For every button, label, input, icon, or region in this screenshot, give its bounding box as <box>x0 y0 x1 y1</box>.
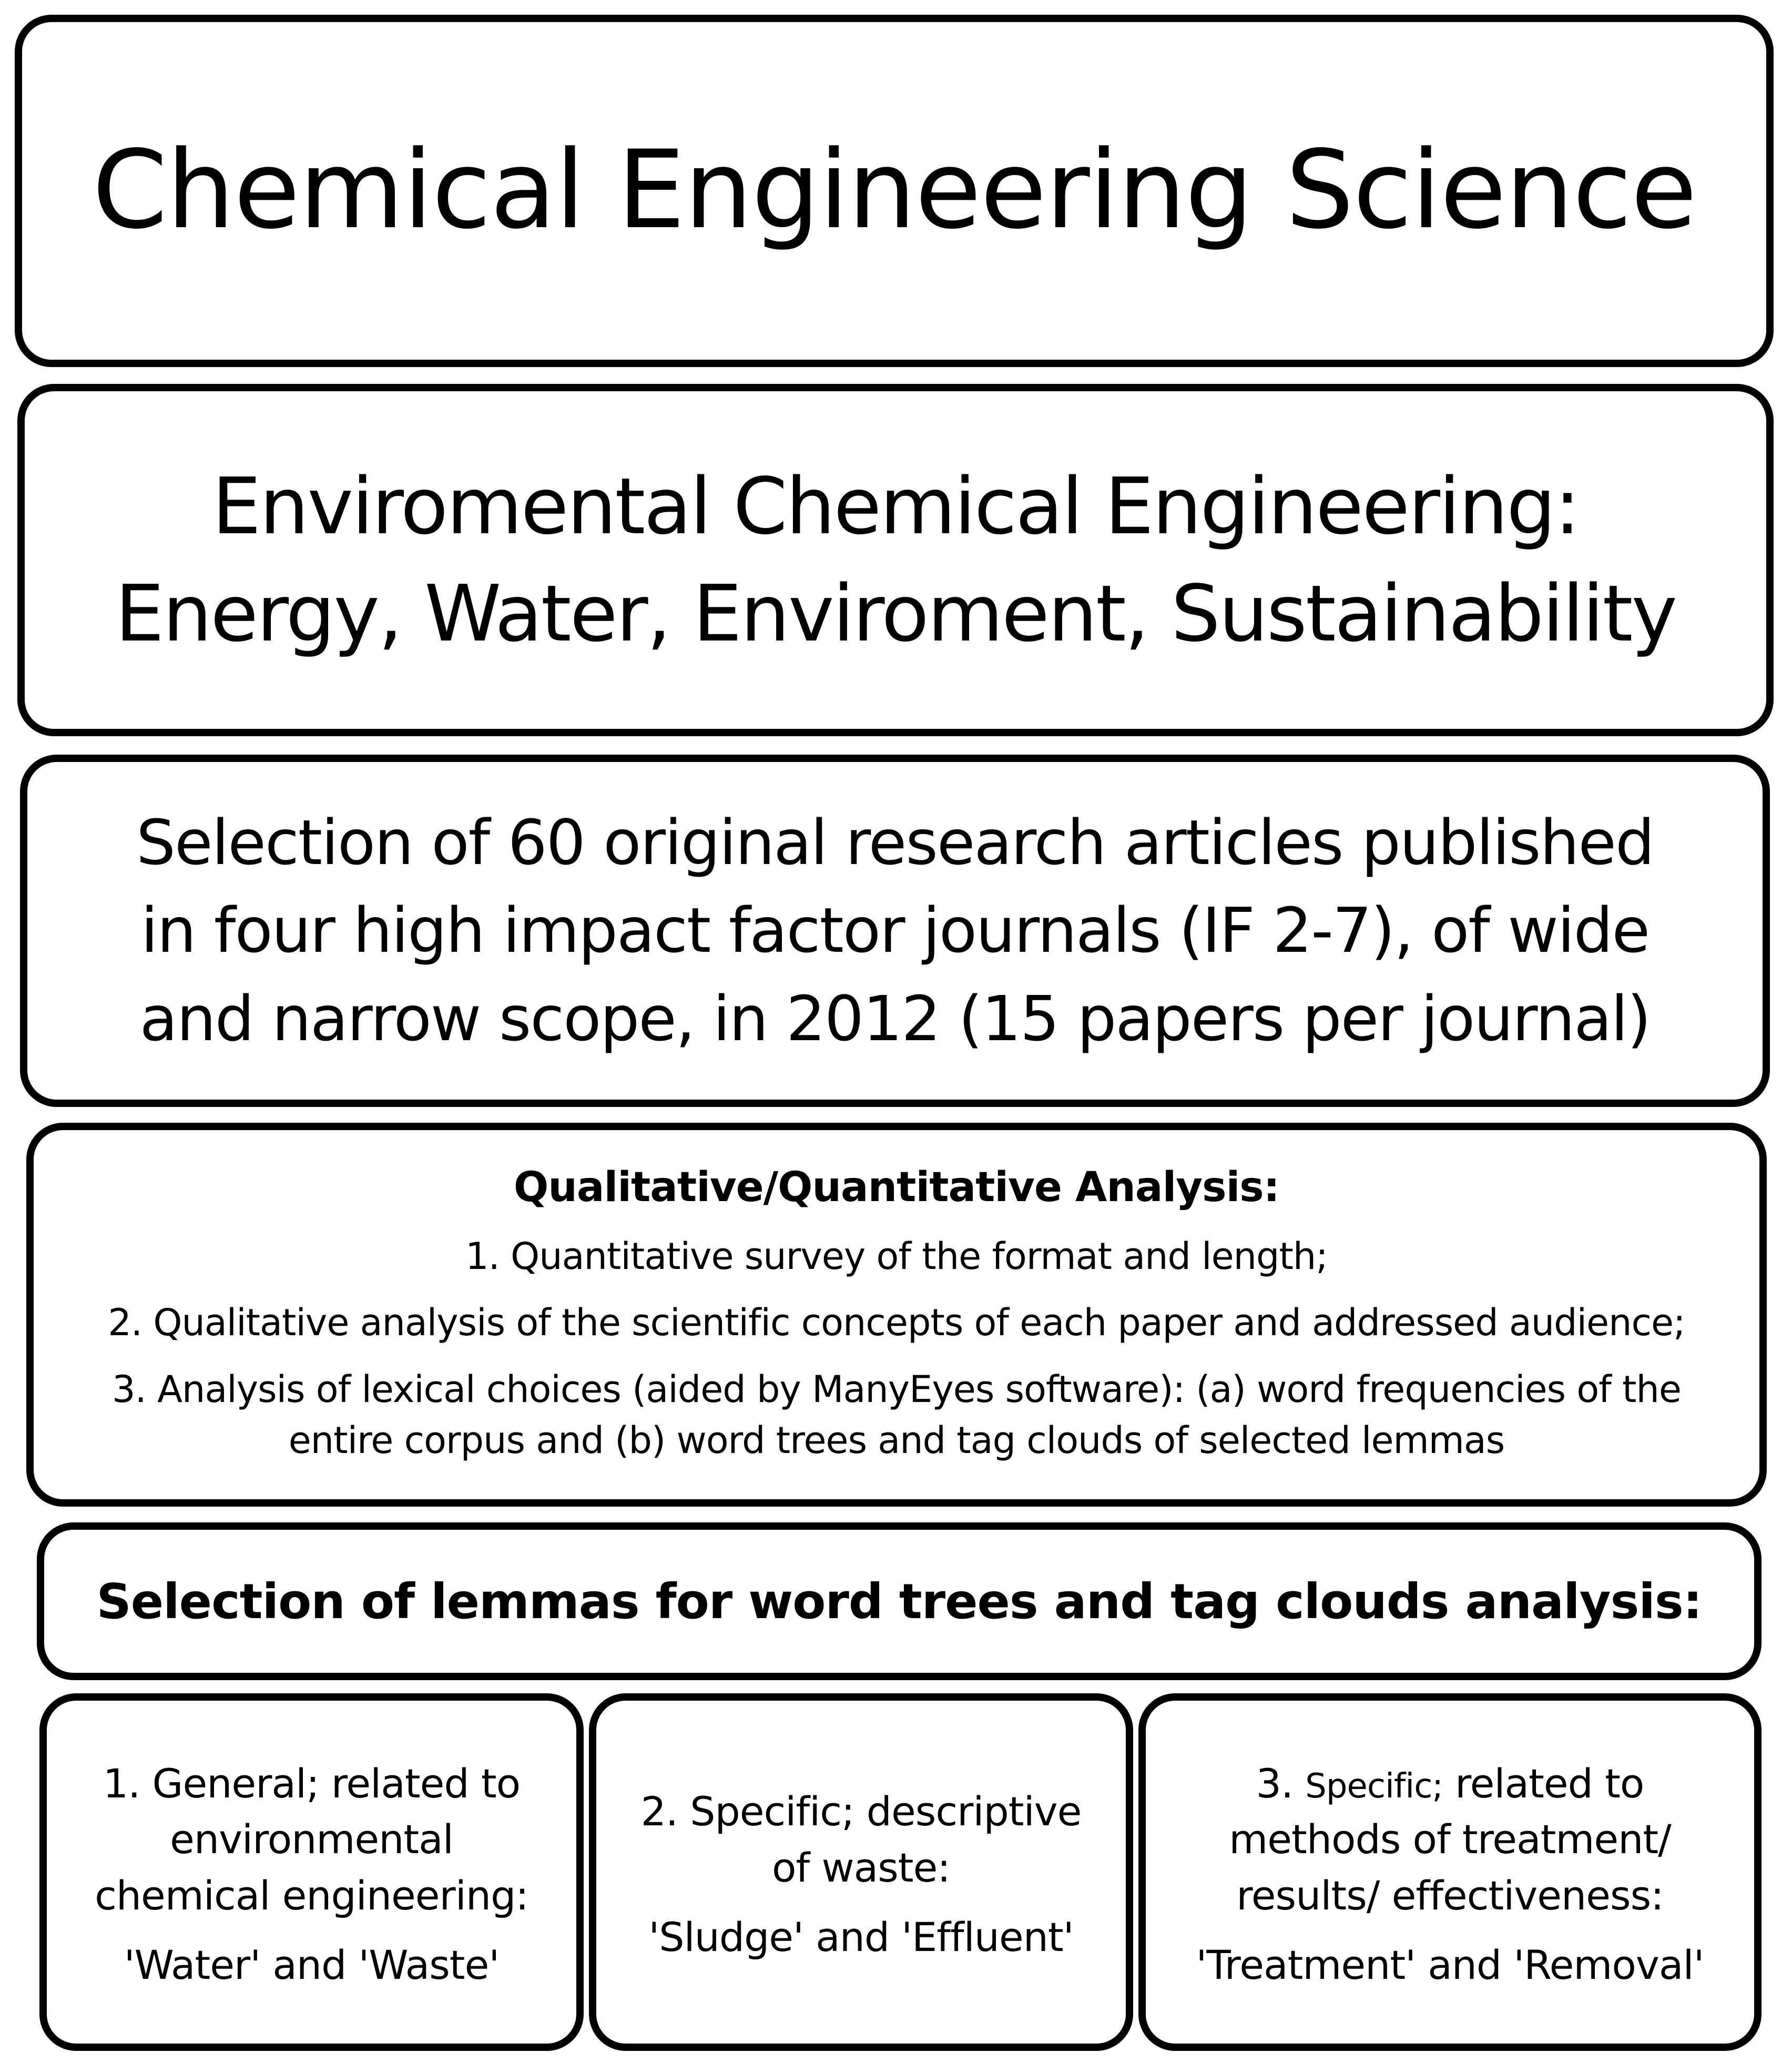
category-line: results/ effectiveness: <box>1236 1872 1664 1919</box>
analysis-item-1: 1. Quantitative survey of the format and length; <box>465 1234 1328 1278</box>
category-line: methods of treatment/ <box>1229 1816 1671 1863</box>
analysis-item-3 <box>112 1364 1681 1466</box>
lemma-selection-heading: Selection of lemmas for word trees and tag clouds analysis: <box>96 1573 1702 1630</box>
category-line: 2. Specific; descriptive <box>640 1788 1082 1835</box>
journal-title: Chemical Engineering Science <box>92 128 1696 253</box>
category-line-small-word: Specific; <box>1305 1766 1443 1806</box>
analysis-item-3-line-1: 3. Analysis of lexical choices (aided by ManyEyes software): (a) word frequencies of the <box>112 1368 1681 1411</box>
analysis-heading: Qualitative/Quantitative Analysis: <box>514 1163 1279 1211</box>
category-line-prefix: 3. <box>1256 1760 1306 1807</box>
research-field-line: Enviromental Chemical Engineering: <box>212 461 1579 552</box>
category-line: chemical engineering: <box>95 1872 528 1919</box>
lemma-category-waste-box <box>589 1693 1133 2051</box>
category-terms: 'Treatment' and 'Removal' <box>1196 1942 1704 1989</box>
corpus-selection-line: Selection of 60 original research articles published <box>136 806 1654 879</box>
corpus-selection-line: in four high impact factor journals (IF 2-7), of wide <box>140 894 1650 967</box>
journal-title-box <box>15 15 1774 367</box>
category-line <box>1256 1756 1644 1812</box>
corpus-selection-box <box>20 755 1770 1107</box>
analysis-item-3-line-2: entire corpus and (b) word trees and tag clouds of selected lemmas <box>288 1418 1505 1462</box>
category-terms: 'Water' and 'Waste' <box>124 1942 500 1989</box>
analysis-item-2: 2. Qualitative analysis of the scientific concepts of each paper and addressed audience; <box>108 1301 1685 1345</box>
lemma-selection-box <box>37 1522 1762 1680</box>
category-line: of waste: <box>772 1844 950 1891</box>
category-terms: 'Sludge' and 'Effluent' <box>648 1913 1074 1960</box>
corpus-selection-line: and narrow scope, in 2012 (15 papers per journal) <box>139 982 1651 1055</box>
category-line: environmental <box>170 1816 453 1863</box>
category-line-suffix: related to <box>1442 1760 1644 1807</box>
research-field-box <box>17 384 1774 736</box>
analysis-box <box>26 1123 1767 1507</box>
category-line: 1. General; related to <box>103 1760 521 1807</box>
lemma-category-general-box <box>39 1693 584 2051</box>
lemma-category-treatment-box <box>1138 1693 1762 2051</box>
research-field-line: Energy, Water, Enviroment, Sustainability <box>115 568 1676 659</box>
